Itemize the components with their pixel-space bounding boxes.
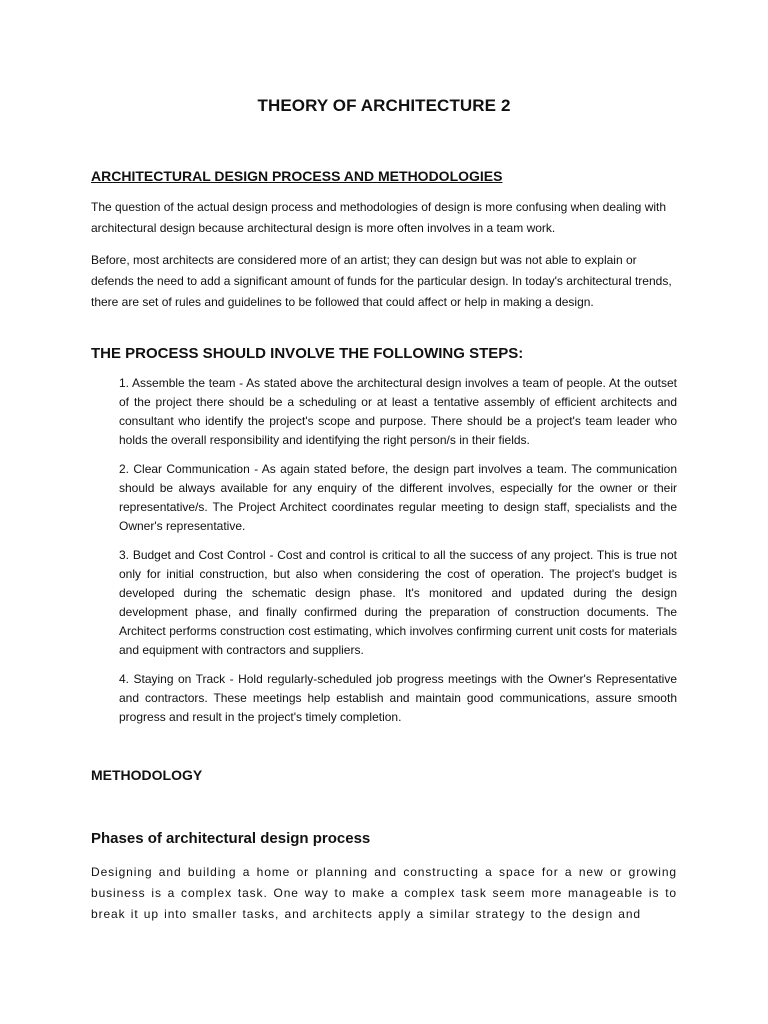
step-clear-communication: 2. Clear Communication - As again stated before, the design part involves a team. The communication should be always available for any enquiry of the different involves, especially for the owner or their representative/s. The Project Architect coordinates regular meeting to design staff, specialists and the Owner's representative. — [119, 462, 677, 533]
section-heading-methodology: METHODOLOGY — [91, 767, 203, 783]
paragraph-phases: Designing and building a home or planning and constructing a space for a new or growing business is a complex task. One way to make a complex task seem more manageable is to break it up into smaller tasks, and architects apply a similar strategy to the design and — [91, 865, 677, 921]
step-staying-on-track: 4. Staying on Track - Hold regularly-scheduled job progress meetings with the Owner's Representative and contractors. These meetings help establish and maintain good communications, assure smooth progress and result in the project's timely completion. — [119, 672, 677, 724]
step-assemble-team: 1. Assemble the team - As stated above the architectural design involves a team of people. At the outset of the project there should be a scheduling or at least a tentative assembly of efficient architects and consultant who identify the project's scope and purpose. There should be a project's team leader who holds the overall responsibility and identifying the right person/s in their fields. — [119, 376, 677, 447]
steps-list — [119, 374, 677, 737]
section-heading-design-process: ARCHITECTURAL DESIGN PROCESS AND METHODOLOGIES — [91, 168, 503, 184]
paragraph-intro: The question of the actual design process and methodologies of design is more confusing when dealing with architectural design because architectural design is more often involves in a team work. — [91, 200, 667, 235]
section-heading-steps: THE PROCESS SHOULD INVOLVE THE FOLLOWING STEPS: — [91, 345, 524, 362]
document-title: THEORY OF ARCHITECTURE 2 — [257, 96, 511, 115]
paragraph-before: Before, most architects are considered more of an artist; they can design but was not able to explain or defends the need to add a significant amount of funds for the particular design. In today's architectural trends, there are set of rules and guidelines to be followed that could affect or help in making a design. — [91, 253, 672, 309]
step-budget-cost-control: 3. Budget and Cost Control - Cost and control is critical to all the success of any project. This is true not only for initial construction, but also when considering the cost of operation. The project's budget is developed during the schematic design phase. It's monitored and updated during the design development phase, and finally confirmed during the preparation of construction documents. The Architect performs construction cost estimating, which involves confirming current unit costs for materials and equipment with contractors and suppliers. — [119, 548, 677, 657]
section-heading-phases: Phases of architectural design process — [91, 830, 371, 847]
